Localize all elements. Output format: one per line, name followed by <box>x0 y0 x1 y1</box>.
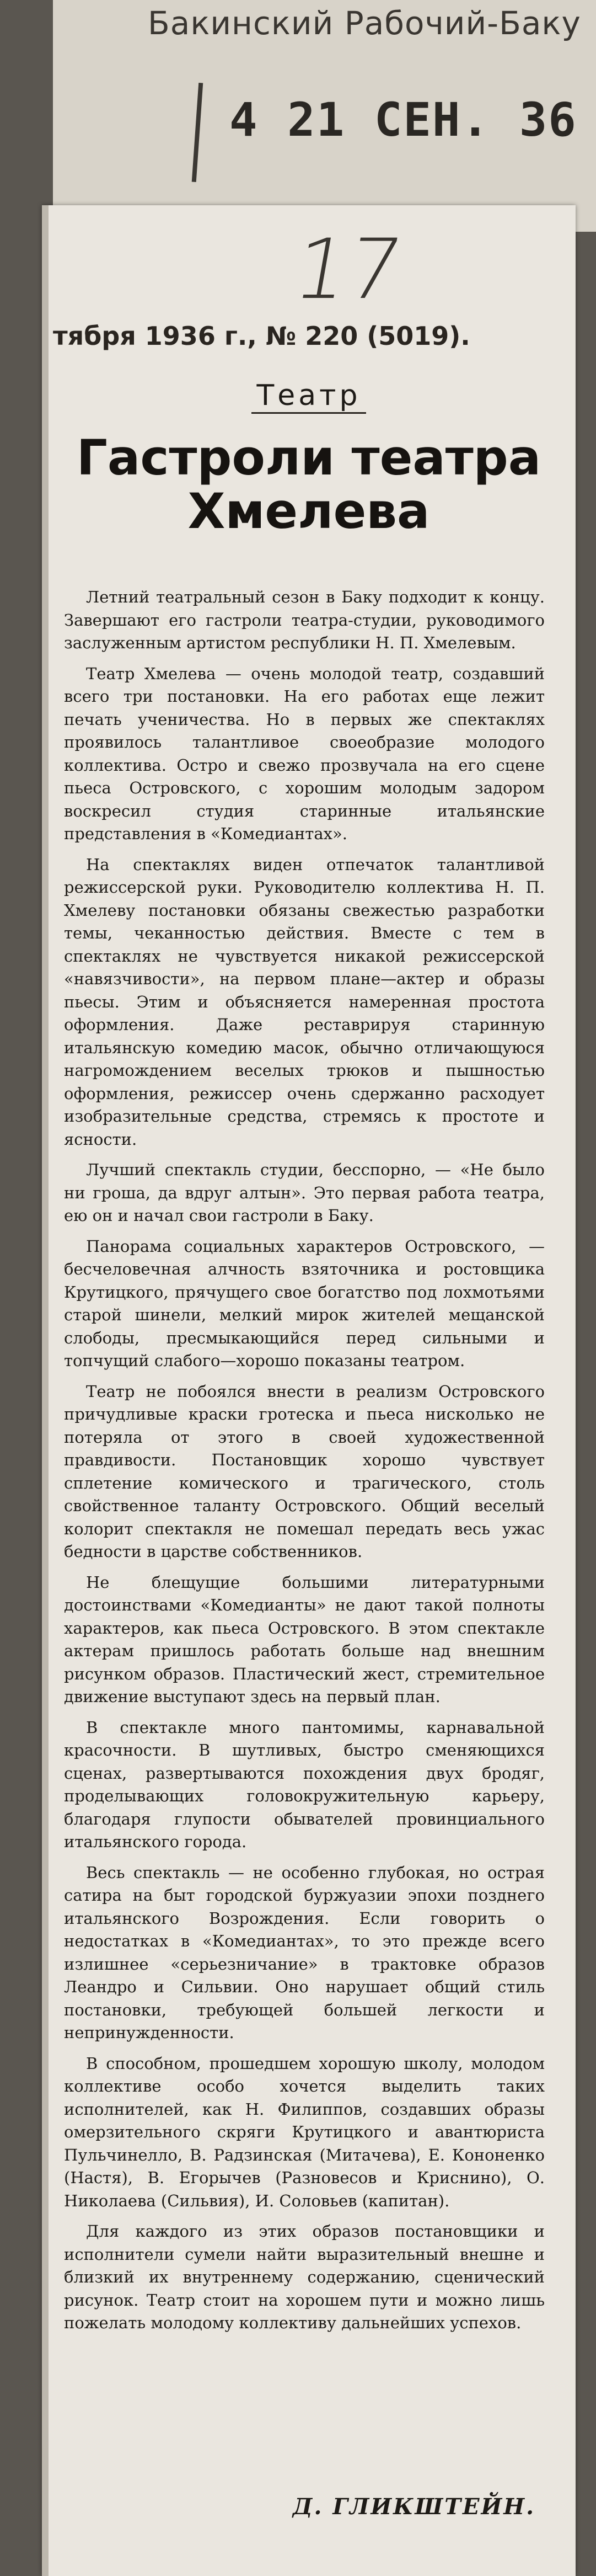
paragraph: В спектакле много пантомимы, карнавальной красочности. В шутливых, быстро сменяющихся сценах, развертываются похождения двух бродяг, проделывающих головокружительную карьеру, благодаря глупости обывателей провинциального итальянского города. <box>64 1718 545 1851</box>
rubric-label: Театр <box>251 379 367 414</box>
paragraph: Театр не побоялся внести в реализм Островского причудливые краски гротеска и пьеса нисколько не потеряла от этого в своей художественной правдивости. Постановщик хорошо чувствует сплетение комического и трагического, столь свойственное таланту Островского. Общий веселый колорит спектакля не помешал передать весь ужас бедности в царстве собственников. <box>64 1382 545 1561</box>
paragraph: Театр Хмелева — очень молодой театр, создавший всего три постановки. На его работах еще лежит печать ученичества. Но в первых же спектаклях проявилось талантливое своеобразие молодого коллектива. Остро и свежо прозвучала на его сцене пьеса Островского, с хорошим молодым задором воскресил студия старинные итальянские представления в «Комедиантах». <box>64 664 545 843</box>
paragraph: Не блещущие большими литературными достоинствами «Комедианты» не дают такой полноты характеров, как пьеса Островского. В этом спектакле актерам пришлось работать больше над внешним рисунком образов. Пластический жест, стремительное движение выступают здесь на первый план. <box>64 1572 545 1706</box>
clipping-shadow-edge <box>42 205 49 2576</box>
newspaper-name: Бакинский Рабочий-Баку <box>148 4 581 42</box>
paragraph: В способном, прошедшем хорошую школу, молодом коллективе особо хочется выделить таких исполнителей, как Н. Филиппов, создавших образы омерзительного скряги Крутицкого и авантюриста Пульчинелло, В. Радзинская (Митачева), Е. Кононенко (Настя), В. Егорычев (Разновесов и Криснино), О. Николаева (Сильвия), И. Соловьев (капитан). <box>64 2054 545 2210</box>
paragraph: Весь спектакль — не особенно глубокая, но острая сатира на быт городской буржуазии эпохи позднего итальянского Возрождения. Если говорить о недостатках в «Комедиантах», то это прежде всего излишнее «серьезничание» в трактовке образов Леандро и Сильвии. Оно нарушает общий стиль постановки, требующей большей легкости и непринужденности. <box>64 1863 545 2042</box>
newspaper-clipping <box>42 205 576 2576</box>
rubric <box>42 379 576 412</box>
issue-line: тября 1936 г., № 220 (5019). <box>53 321 470 351</box>
date-stamp: 4 21 СЕН. 36 <box>229 93 577 147</box>
page-number: 17 <box>287 222 410 318</box>
archive-slip <box>53 0 596 232</box>
paragraph: Лучший спектакль студии, бесспорно, — «Не было ни гроша, да вдруг алтын». Это первая работа театра, ею он и начал свои гастроли в Баку. <box>64 1160 545 1225</box>
ink-stroke <box>192 83 203 182</box>
paragraph: Летний театральный сезон в Баку подходит к концу. Завершают его гастроли театра-студии, руководимого заслуженным артистом республики Н. П. Хмелевым. <box>64 588 545 652</box>
headline: Гастроли театра Хмелева <box>76 429 541 540</box>
author-signature: Д. ГЛИКШТЕЙН. <box>292 2494 535 2520</box>
paragraph: На спектаклях виден отпечаток талантливой режиссерской руки. Руководителю коллектива Н. П. Хмелеву постановки обязаны свежестью разработки темы, чеканностью действия. Вместе с тем в спектаклях не чувствуется никакой режиссерской «навязчивости», на первом плане—актер и образы пьесы. Этим и объясняется намеренная простота оформления. Даже реставрируя старинную итальянскую комедию масок, обычно отличающуюся нагромождением веселых трюков и пышностью оформления, режиссер очень сдержанно расходует изобразительные средства, стремясь к простоте и ясности. <box>64 855 545 1149</box>
article-body <box>64 586 545 2343</box>
paragraph: Панорама социальных характеров Островского, — бесчеловечная алчность взяточника и ростовщика Крутицкого, прячущего свое богатство под лохмотьями старой шинели, мелкий мирок жителей мещанской слободы, пресмыкающийся перед сильными и топчущий слабого—хорошо показаны театром. <box>64 1236 545 1370</box>
paragraph: Для каждого из этих образов постановщики и исполнители сумели найти выразительный внешне и близкий их внутреннему содержанию, сценический рисунок. Театр стоит на хорошем пути и можно лишь пожелать молодому коллективу дальнейших успехов. <box>64 2222 545 2332</box>
